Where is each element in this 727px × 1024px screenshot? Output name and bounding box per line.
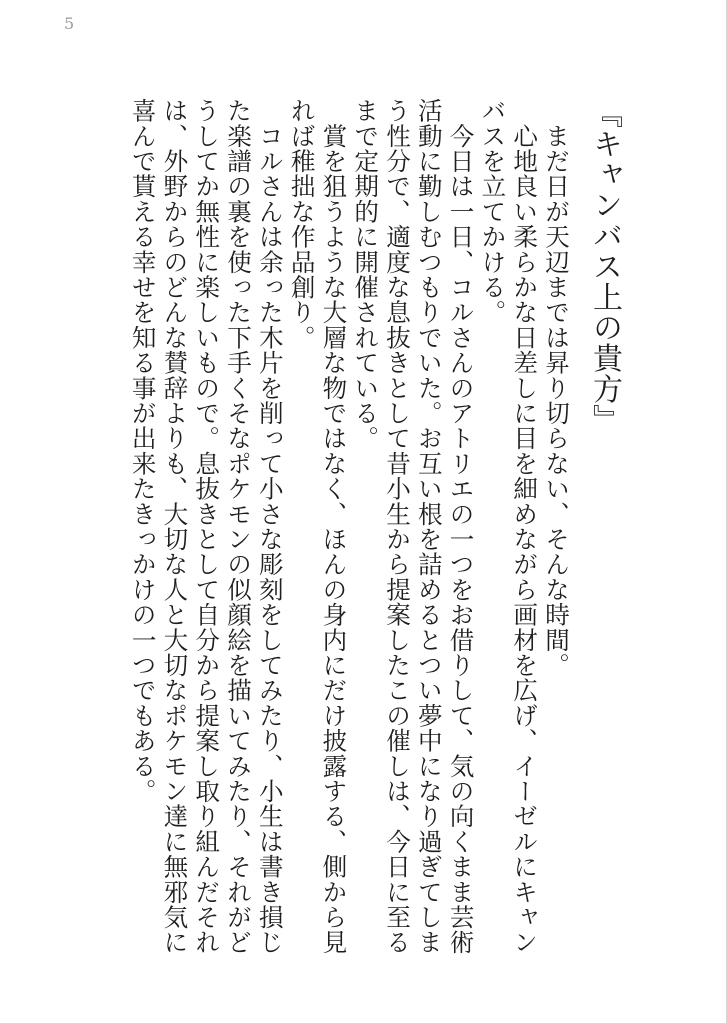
paragraph-4: 賞を狙うような大層な物ではなく、ほんの身内にだけ披露する、側から見れば稚拙な作品創り。 bbox=[287, 98, 349, 955]
paragraph-2: 心地良い柔らかな日差しに目を細めながら画材を広げ、イーゼルにキャンバスを立てかける。 bbox=[478, 98, 540, 955]
story-title: 『キャンバス上の貴方』 bbox=[587, 98, 622, 435]
paragraph-1: まだ日が天辺までは昇り切らない、そんな時間。 bbox=[542, 98, 571, 678]
paragraph-3: 今日は一日、コルさんのアトリエの一つをお借りして、気の向くまま芸術活動に勤しむつもりでいた。お互い根を詰めるとつい夢中になり過ぎてしまう性分で、適度な息抜きとして昔小生から提案したこの催しは、今日に至るまで定期的に開催されている。 bbox=[351, 98, 476, 955]
page-number: 5 bbox=[64, 14, 75, 33]
paragraph-5: コルさんは余った木片を削って小さな彫刻をしてみたり、小生は書き損じた楽譜の裏を使った下手くそなポケモンの似顔絵を描いてみたり、それがどうしてか無性に楽しいもので。息抜きとして自分から提案し取り組んだそれは、外野からのどんな賛辞よりも、大切な人と大切なポケモン達に無邪気に喜んで貰える幸せを知る事が出来たきっかけの一つでもある。 bbox=[128, 98, 285, 955]
vertical-text-body bbox=[127, 98, 626, 958]
